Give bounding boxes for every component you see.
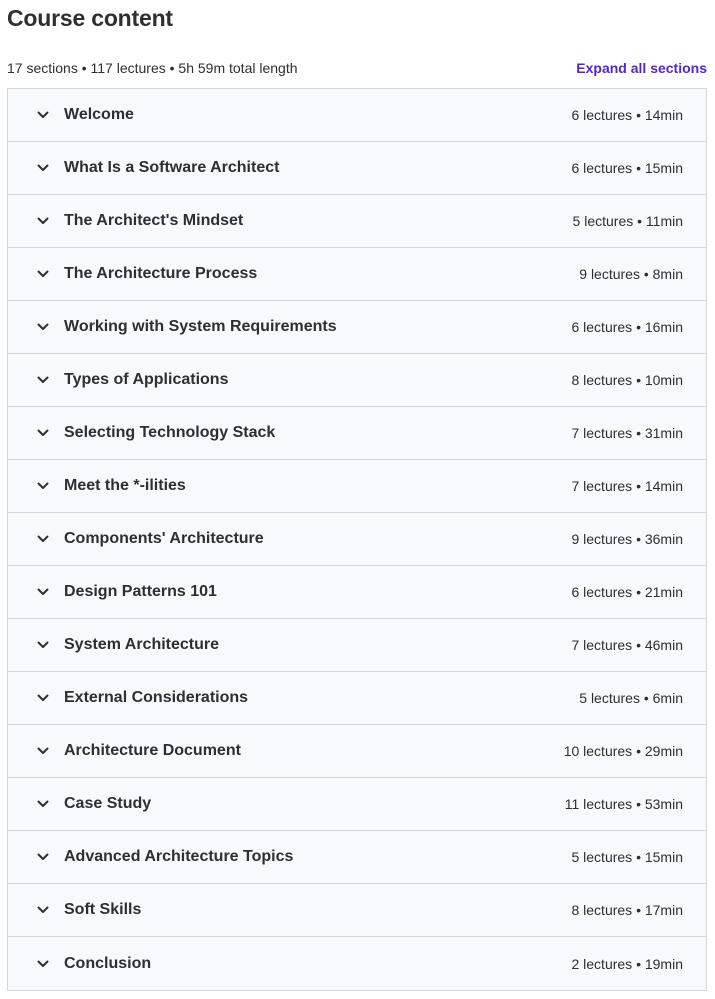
chevron-down-icon bbox=[36, 108, 50, 122]
section-row-4[interactable] bbox=[8, 248, 706, 301]
section-title: Welcome bbox=[64, 106, 134, 123]
expand-all-sections-button[interactable]: Expand all sections bbox=[576, 60, 707, 76]
section-row-2[interactable] bbox=[8, 142, 706, 195]
section-meta: 6 lectures • 14min bbox=[571, 107, 683, 123]
section-meta: 9 lectures • 8min bbox=[579, 266, 683, 282]
chevron-down-icon bbox=[36, 161, 50, 175]
section-row-5[interactable] bbox=[8, 301, 706, 354]
section-title: Case Study bbox=[64, 795, 152, 812]
sections-accordion bbox=[7, 88, 707, 991]
section-meta: 11 lectures • 53min bbox=[564, 796, 683, 812]
section-title: Soft Skills bbox=[64, 901, 142, 918]
section-meta: 5 lectures • 15min bbox=[571, 849, 683, 865]
course-summary: 17 sections • 117 lectures • 5h 59m total length bbox=[7, 60, 298, 76]
section-title: The Architect's Mindset bbox=[64, 212, 244, 229]
section-row-1[interactable] bbox=[8, 89, 706, 142]
chevron-down-icon bbox=[36, 320, 50, 334]
section-title: Selecting Technology Stack bbox=[64, 424, 276, 441]
section-title: Working with System Requirements bbox=[64, 318, 337, 335]
section-row-14[interactable] bbox=[8, 778, 706, 831]
section-meta: 7 lectures • 46min bbox=[571, 637, 683, 653]
section-title: Architecture Document bbox=[64, 742, 241, 759]
section-meta: 7 lectures • 14min bbox=[571, 478, 683, 494]
section-title: System Architecture bbox=[64, 636, 220, 653]
chevron-down-icon bbox=[36, 373, 50, 387]
section-meta: 10 lectures • 29min bbox=[563, 743, 683, 759]
section-title: Advanced Architecture Topics bbox=[64, 848, 294, 865]
section-row-12[interactable] bbox=[8, 672, 706, 725]
section-meta: 5 lectures • 6min bbox=[579, 690, 683, 706]
section-meta: 6 lectures • 15min bbox=[571, 160, 683, 176]
chevron-down-icon bbox=[36, 585, 50, 599]
section-meta: 9 lectures • 36min bbox=[571, 531, 683, 547]
section-title: Types of Applications bbox=[64, 371, 229, 388]
chevron-down-icon bbox=[36, 426, 50, 440]
section-row-8[interactable] bbox=[8, 460, 706, 513]
section-meta: 7 lectures • 31min bbox=[571, 425, 683, 441]
chevron-down-icon bbox=[36, 267, 50, 281]
section-row-6[interactable] bbox=[8, 354, 706, 407]
section-row-10[interactable] bbox=[8, 566, 706, 619]
section-row-9[interactable] bbox=[8, 513, 706, 566]
section-title: What Is a Software Architect bbox=[64, 159, 280, 176]
chevron-down-icon bbox=[36, 797, 50, 811]
section-meta: 6 lectures • 16min bbox=[571, 319, 683, 335]
section-title: Design Patterns 101 bbox=[64, 583, 217, 600]
section-meta: 5 lectures • 11min bbox=[572, 213, 683, 229]
section-title: The Architecture Process bbox=[64, 265, 258, 282]
section-meta: 8 lectures • 17min bbox=[571, 902, 683, 918]
section-row-7[interactable] bbox=[8, 407, 706, 460]
section-title: External Considerations bbox=[64, 689, 249, 706]
section-row-11[interactable] bbox=[8, 619, 706, 672]
chevron-down-icon bbox=[36, 957, 50, 971]
section-row-15[interactable] bbox=[8, 831, 706, 884]
section-title: Conclusion bbox=[64, 954, 152, 972]
course-summary-bar bbox=[7, 58, 707, 78]
section-row-17[interactable] bbox=[8, 937, 706, 990]
section-row-16[interactable] bbox=[8, 884, 706, 937]
chevron-down-icon bbox=[36, 532, 50, 546]
section-title: Meet the *-ilities bbox=[64, 477, 186, 494]
page-title: Course content bbox=[7, 5, 173, 31]
section-meta: 8 lectures • 10min bbox=[571, 372, 683, 388]
section-meta: 2 lectures • 19min bbox=[571, 955, 683, 972]
chevron-down-icon bbox=[36, 903, 50, 917]
chevron-down-icon bbox=[36, 638, 50, 652]
section-row-3[interactable] bbox=[8, 195, 706, 248]
chevron-down-icon bbox=[36, 479, 50, 493]
section-row-13[interactable] bbox=[8, 725, 706, 778]
section-title: Components' Architecture bbox=[64, 530, 264, 547]
chevron-down-icon bbox=[36, 691, 50, 705]
section-meta: 6 lectures • 21min bbox=[571, 584, 683, 600]
chevron-down-icon bbox=[36, 850, 50, 864]
chevron-down-icon bbox=[36, 214, 50, 228]
chevron-down-icon bbox=[36, 744, 50, 758]
